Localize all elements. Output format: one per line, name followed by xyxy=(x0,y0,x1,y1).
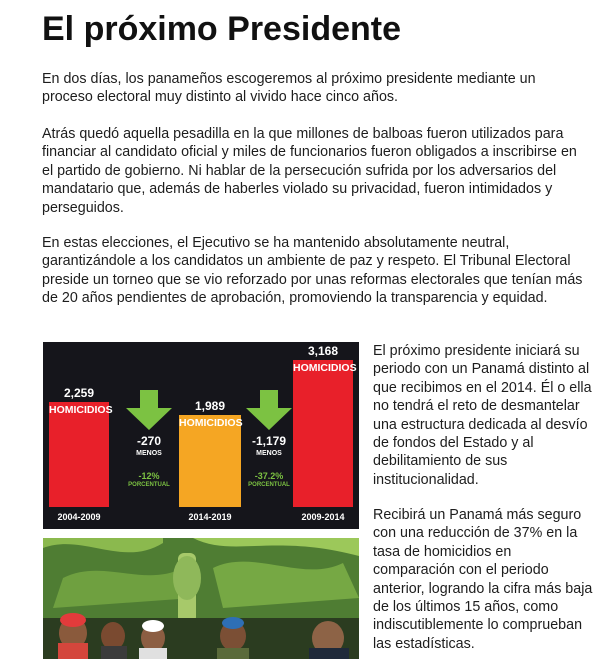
difference-amount: -1,179 xyxy=(251,434,287,448)
bar-2009-2014 xyxy=(293,360,357,507)
side-paragraph-1: El próximo presidente iniciará su periodo con un Panamá distinto al que recibimos en el 2014. Él o ella no tendrá el reto de desmantelar una estructura dedicada al desvío de fondos del Estado y al debilitamiento de sus institucionalidad. xyxy=(373,343,592,488)
bar-2004-2009 xyxy=(49,402,113,507)
difference-percent: -12% xyxy=(138,471,160,481)
bar-2014-2019 xyxy=(179,415,241,507)
side-paragraph-2: Recibirá un Panamá más seguro con una reducción de 37% en la tasa de homicidios en comparación con el periodo anterior, logrando la cifra más baja de los últimos 15 años, como indiscutiblemente lo comprueban las estadísticas. xyxy=(373,507,593,652)
down-arrow-icon xyxy=(246,390,292,430)
article-paragraph-3: En estas elecciones, el Ejecutivo se ha mantenido absolutamente neutral, garantizándole a los candidatos un ambiente de paz y respeto. El Tribunal Electoral preside un torneo que se vio reforzado por unas reformas electorales que tenían más de 20 años pendientes de aprobación, promoviendo la transparencia y equidad. xyxy=(42,235,583,307)
difference-word: MENOS xyxy=(256,450,282,457)
difference-word: MENOS xyxy=(136,450,162,457)
bar-label: HOMICIDIOS xyxy=(179,417,243,429)
banana-plantation-photo xyxy=(43,538,359,659)
bar-value: 1,989 xyxy=(194,399,226,413)
difference-block xyxy=(119,434,179,488)
difference-percent: -37.2% xyxy=(254,471,284,481)
period-label: 2004-2009 xyxy=(57,512,101,522)
bar-value: 2,259 xyxy=(63,386,95,400)
difference-percent-word: PORCENTUAL xyxy=(248,482,290,488)
article-paragraph-2: Atrás quedó aquella pesadilla en la que millones de balboas fueron utilizados para financiar al candidato oficial y miles de funcionarios fueron obligados a inscribirse en el partido de gobierno. Ni hablar de la persecución sufrida por los adversarios del mandatario que, además de haberles violado su privacidad, fueron intimidados y perseguidos. xyxy=(42,126,577,216)
period-label: 2009-2014 xyxy=(301,512,345,522)
period-label: 2014-2019 xyxy=(188,512,232,522)
difference-percent-word: PORCENTUAL xyxy=(128,482,170,488)
bar-label: HOMICIDIOS xyxy=(293,362,357,374)
bar-label: HOMICIDIOS xyxy=(49,404,113,416)
homicides-infographic xyxy=(43,342,359,529)
bar-value: 3,168 xyxy=(307,344,339,358)
difference-amount: -270 xyxy=(136,434,162,448)
article-title: El próximo Presidente xyxy=(42,10,401,48)
photo-illustration xyxy=(43,538,359,659)
down-arrow-icon xyxy=(126,390,172,430)
difference-block xyxy=(239,434,299,488)
article-paragraph-1: En dos días, los panameños escogeremos al próximo presidente mediante un proceso electoral muy distinto al vivido hace cinco años. xyxy=(42,71,536,106)
